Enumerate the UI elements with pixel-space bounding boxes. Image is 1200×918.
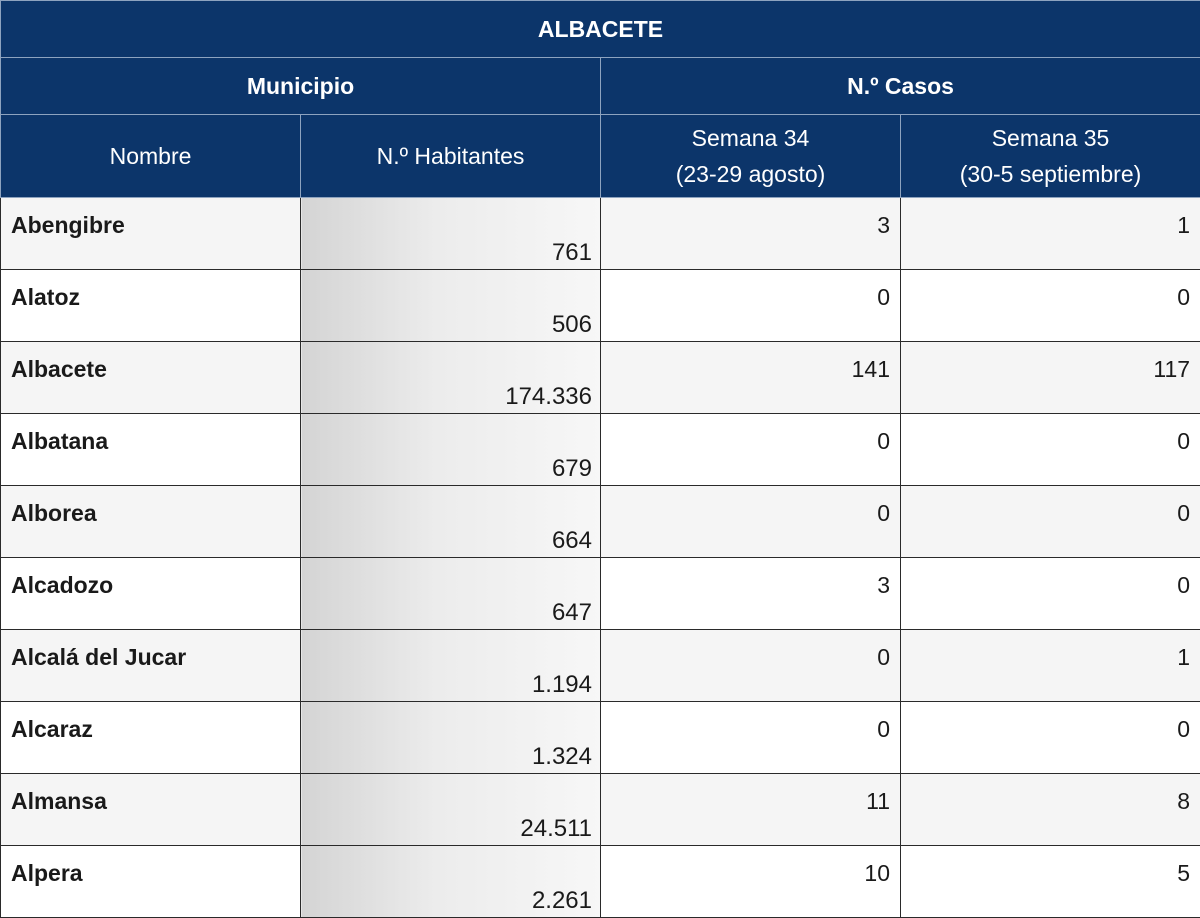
semana-34-cell: 0 [601,270,901,342]
semana-34-cell: 10 [601,846,901,918]
municipio-name-cell: Albatana [1,414,301,486]
habitantes-cell: 664 [301,486,601,558]
group-header-casos: N.º Casos [601,58,1200,115]
semana-35-cell: 8 [901,774,1200,846]
semana-35-dates: (30-5 septiembre) [901,156,1200,192]
column-header-semana-34 [601,115,901,198]
table-row [1,558,1200,630]
habitantes-cell: 506 [301,270,601,342]
semana-35-cell: 1 [901,198,1200,270]
semana-34-label: Semana 34 [601,120,900,156]
table-title: ALBACETE [1,1,1200,58]
municipio-name-cell: Alborea [1,486,301,558]
table-row [1,486,1200,558]
municipio-name-cell: Alcalá del Jucar [1,630,301,702]
table-row [1,846,1200,918]
table-row [1,270,1200,342]
semana-34-cell: 3 [601,558,901,630]
column-header-semana-35 [901,115,1200,198]
semana-34-cell: 0 [601,414,901,486]
group-header-municipio: Municipio [1,58,601,115]
municipio-name-cell: Almansa [1,774,301,846]
semana-34-cell: 0 [601,486,901,558]
semana-35-cell: 0 [901,486,1200,558]
municipio-name-cell: Alcaraz [1,702,301,774]
column-header-nombre: Nombre [1,115,301,198]
table-row [1,414,1200,486]
semana-34-cell: 11 [601,774,901,846]
table-row [1,774,1200,846]
habitantes-cell: 1.324 [301,702,601,774]
municipio-name-cell: Alcadozo [1,558,301,630]
municipio-name-cell: Abengibre [1,198,301,270]
semana-34-cell: 141 [601,342,901,414]
semana-35-cell: 0 [901,414,1200,486]
habitantes-cell: 647 [301,558,601,630]
habitantes-cell: 2.261 [301,846,601,918]
table-row [1,198,1200,270]
table-row [1,702,1200,774]
habitantes-cell: 761 [301,198,601,270]
semana-35-cell: 0 [901,270,1200,342]
column-header-habitantes: N.º Habitantes [301,115,601,198]
municipio-name-cell: Albacete [1,342,301,414]
table-row [1,342,1200,414]
semana-35-cell: 0 [901,558,1200,630]
habitantes-cell: 24.511 [301,774,601,846]
semana-34-cell: 3 [601,198,901,270]
habitantes-cell: 174.336 [301,342,601,414]
semana-35-cell: 5 [901,846,1200,918]
municipio-name-cell: Alpera [1,846,301,918]
semana-35-label: Semana 35 [901,120,1200,156]
semana-35-cell: 117 [901,342,1200,414]
table-row [1,630,1200,702]
semana-35-cell: 0 [901,702,1200,774]
semana-34-cell: 0 [601,702,901,774]
habitantes-cell: 1.194 [301,630,601,702]
semana-35-cell: 1 [901,630,1200,702]
municipio-name-cell: Alatoz [1,270,301,342]
semana-34-dates: (23-29 agosto) [601,156,900,192]
semana-34-cell: 0 [601,630,901,702]
habitantes-cell: 679 [301,414,601,486]
